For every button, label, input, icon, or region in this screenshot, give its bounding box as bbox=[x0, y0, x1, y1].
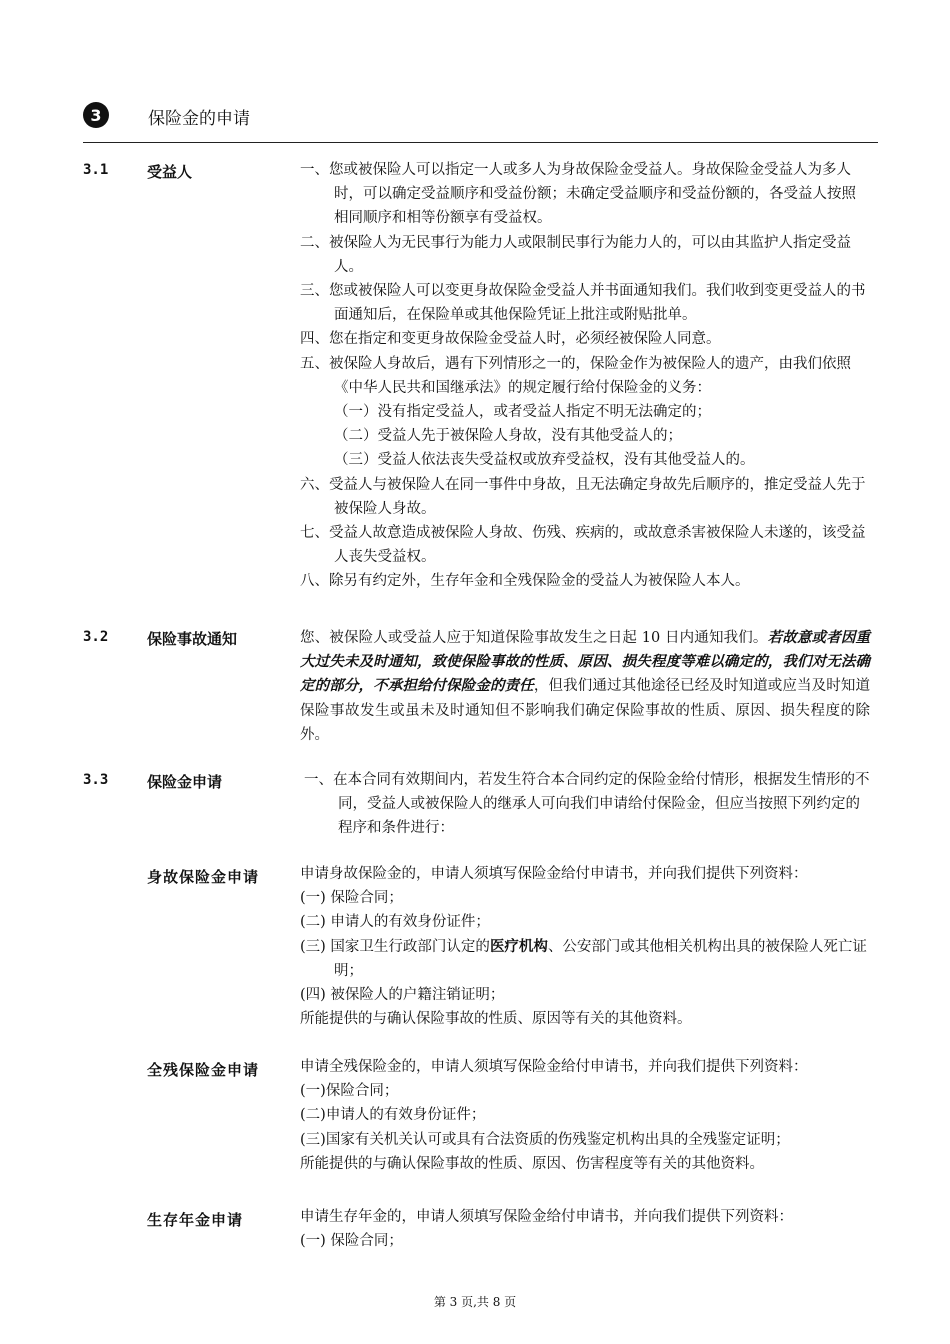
list-item: 六、受益人与被保险人在同一事件中身故，且无法确定身故先后顺序的，推定受益人先于被保险人身故。 bbox=[300, 476, 866, 517]
notice-text-end: ，但我们通过其他途径已经及时知道或应当及时知道保险事故发生或虽未及时通知但不影响我们确定保险事故的性质、原因、损失程度的除外。 bbox=[300, 678, 871, 743]
list-item-text: (三) 国家卫生行政部门认定的 bbox=[300, 938, 490, 955]
list-item: 五、被保险人身故后，遇有下列情形之一的，保险金作为被保险人的遗产，由我们依照《中华人民共和国继承法》的规定履行给付保险金的义务： bbox=[300, 355, 851, 396]
clause-number-3-2: 3.2 bbox=[83, 629, 109, 645]
subclause-title-disability-benefit: 全残保险金申请 bbox=[147, 1061, 260, 1079]
list-intro: 申请生存年金的，申请人须填写保险金给付申请书，并向我们提供下列资料： bbox=[300, 1209, 793, 1225]
list-item: (一) 保险合同； bbox=[300, 1233, 403, 1250]
notice-text: 您、被保险人或受益人应于知道保险事故发生之日起 10 日内通知我们。 bbox=[300, 630, 768, 646]
clause-title-claim: 保险金申请 bbox=[147, 773, 223, 791]
subclause-title-annuity: 生存年金申请 bbox=[147, 1211, 244, 1229]
page-number: 第 3 页,共 8 页 bbox=[433, 1295, 517, 1309]
list-item: 三、您或被保险人可以变更身故保险金受益人并书面通知我们。我们收到变更受益人的书面通知后，在保险单或其他保险凭证上批注或附贴批单。 bbox=[300, 283, 866, 324]
notice-emphasis: 若故意或者因重大过失未及时通知，致使保险事故的性质、原因、损失程度等难以确定的，我们对无法确定的部分，不承担给付保险金的责任 bbox=[300, 629, 870, 695]
list-intro: 申请全残保险金的，申请人须填写保险金给付申请书，并向我们提供下列资料： bbox=[300, 1059, 808, 1075]
clause-number-3-3: 3.3 bbox=[83, 772, 109, 788]
subclause-body-death-benefit bbox=[300, 862, 870, 1031]
list-item: (四) 被保险人的户籍注销证明； bbox=[300, 987, 505, 1004]
list-item: (一)保险合同； bbox=[300, 1083, 399, 1100]
clause-title-accident-notice: 保险事故通知 bbox=[147, 630, 238, 648]
subclause-title-death-benefit: 身故保险金申请 bbox=[147, 868, 260, 886]
sub-list-item: （三）受益人依法丧失受益权或放弃受益权，没有其他受益人的。 bbox=[334, 452, 755, 469]
section-title: 保险金的申请 bbox=[148, 109, 250, 129]
list-item: (二)申请人的有效身份证件； bbox=[300, 1107, 486, 1124]
list-item: 四、您在指定和变更身故保险金受益人时，必须经被保险人同意。 bbox=[300, 331, 721, 348]
section-number-badge: 3 bbox=[83, 102, 109, 128]
subclause-body-annuity bbox=[300, 1205, 870, 1253]
list-item: (三)国家有关机关认可或具有合法资质的伤残鉴定机构出具的全残鉴定证明； bbox=[300, 1131, 790, 1148]
list-item-text-end: 、公安部门或其他相关机构出具的被保险人死亡证明； bbox=[334, 938, 867, 979]
list-item: 七、受益人故意造成被保险人身故、伤残、疾病的，或故意杀害被保险人未遂的，该受益人丧失受益权。 bbox=[300, 525, 866, 566]
subclause-body-disability-benefit bbox=[300, 1055, 870, 1176]
list-item: 一、在本合同有效期间内，若发生符合本合同约定的保险金给付情形，根据发生情形的不同，受益人或被保险人的继承人可向我们申请给付保险金，但应当按照下列约定的程序和条件进行： bbox=[304, 772, 870, 837]
clause-title-beneficiary: 受益人 bbox=[147, 163, 193, 181]
clause-number-3-1: 3.1 bbox=[83, 162, 109, 178]
clause-body-accident-notice bbox=[300, 626, 870, 747]
list-item: 八、除另有约定外，生存年金和全残保险金的受益人为被保险人本人。 bbox=[300, 573, 750, 590]
list-item: 一、您或被保险人可以指定一人或多人为身故保险金受益人。身故保险金受益人为多人时，可以确定受益顺序和受益份额；未确定受益顺序和受益份额的，各受益人按照相同顺序和相等份额享有受益权。 bbox=[300, 162, 856, 227]
sub-list-item: （二）受益人先于被保险人身故，没有其他受益人的； bbox=[334, 428, 682, 445]
sub-list-item: （一）没有指定受益人，或者受益人指定不明无法确定的； bbox=[334, 404, 711, 421]
clause-body-beneficiary bbox=[300, 158, 870, 594]
list-item: 二、被保险人为无民事行为能力人或限制民事行为能力人的，可以由其监护人指定受益人。 bbox=[300, 234, 851, 275]
medical-institution-term: 医疗机构 bbox=[489, 937, 548, 955]
clause-body-claim bbox=[304, 768, 870, 841]
list-item: (二) 申请人的有效身份证件； bbox=[300, 914, 490, 931]
list-item: 所能提供的与确认保险事故的性质、原因、伤害程度等有关的其他资料。 bbox=[300, 1155, 764, 1172]
section-header bbox=[83, 100, 878, 143]
list-intro: 申请身故保险金的，申请人须填写保险金给付申请书，并向我们提供下列资料： bbox=[300, 866, 808, 882]
list-item: 所能提供的与确认保险事故的性质、原因等有关的其他资料。 bbox=[300, 1011, 692, 1028]
list-item: (一) 保险合同； bbox=[300, 890, 403, 907]
